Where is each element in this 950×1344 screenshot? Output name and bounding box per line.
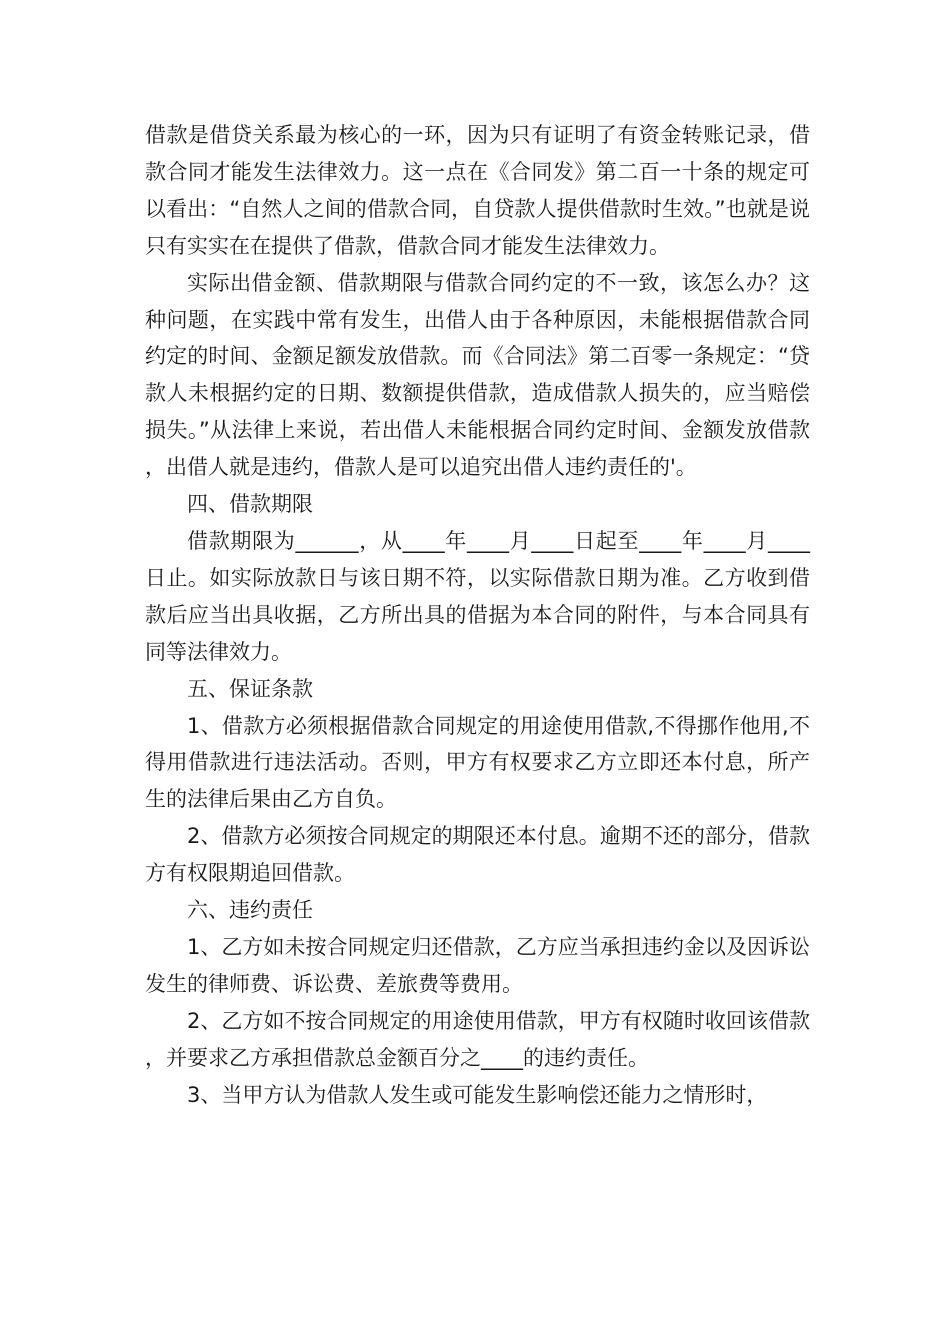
document-body — [145, 117, 810, 1113]
section-heading-breach: 六、违约责任 — [187, 898, 313, 923]
paragraph-guarantee-1: 1、借款方必须根据借款合同规定的用途使用借款,不得挪作他用,不得用借款进行违法活动。否则，甲方有权要求乙方立即还本付息，所产生的法律后果由乙方自负。 — [145, 713, 810, 812]
section-heading-loan-term: 四、借款期限 — [187, 492, 313, 517]
paragraph-loan-term: 借款期限为______，从____年____月____日起至____年____月____日止。如实际放款日与该日期不符，以实际借款日期为准。乙方收到借款后应当出具收据，乙方所出具的借据为本合同的附件，与本合同具有同等法律效力。 — [145, 528, 810, 664]
paragraph-breach-2: 2、乙方如不按合同规定的用途使用借款，甲方有权随时收回该借款，并要求乙方承担借款总金额百分之____的违约责任。 — [145, 1008, 810, 1070]
paragraph-loan-core: 借款是借贷关系最为核心的一环，因为只有证明了有资金转账记录，借款合同才能发生法律效力。这一点在《合同发》第二百一十条的规定可以看出：“自然人之间的借款合同，自贷款人提供借款时生效。”也就是说只有实实在在提供了借款，借款合同才能发生法律效力。 — [145, 123, 810, 258]
paragraph-guarantee-2: 2、借款方必须按合同规定的期限还本付息。逾期不还的部分，借款方有权限期追回借款。 — [145, 824, 810, 886]
section-heading-guarantee: 五、保证条款 — [187, 676, 313, 701]
paragraph-breach-3: 3、当甲方认为借款人发生或可能发生影响偿还能力之情形时， — [187, 1082, 768, 1107]
paragraph-breach-1: 1、乙方如未按合同规定归还借款，乙方应当承担违约金以及因诉讼发生的律师费、诉讼费、差旅费等费用。 — [145, 934, 810, 996]
paragraph-inconsistent-amount: 实际出借金额、借款期限与借款合同约定的不一致，该怎么办？这种问题，在实践中常有发生，出借人由于各种原因，未能根据借款合同约定的时间、金额足额发放借款。而《合同法》第二百零一条规定：“贷款人未根据约定的日期、数额提供借款，造成借款人损失的，应当赔偿损失。”从法律上来说，若出借人未能根据合同约定时间、金额发放借款，出借人就是违约，借款人是可以追究出借人违约责任的'。 — [145, 270, 810, 480]
